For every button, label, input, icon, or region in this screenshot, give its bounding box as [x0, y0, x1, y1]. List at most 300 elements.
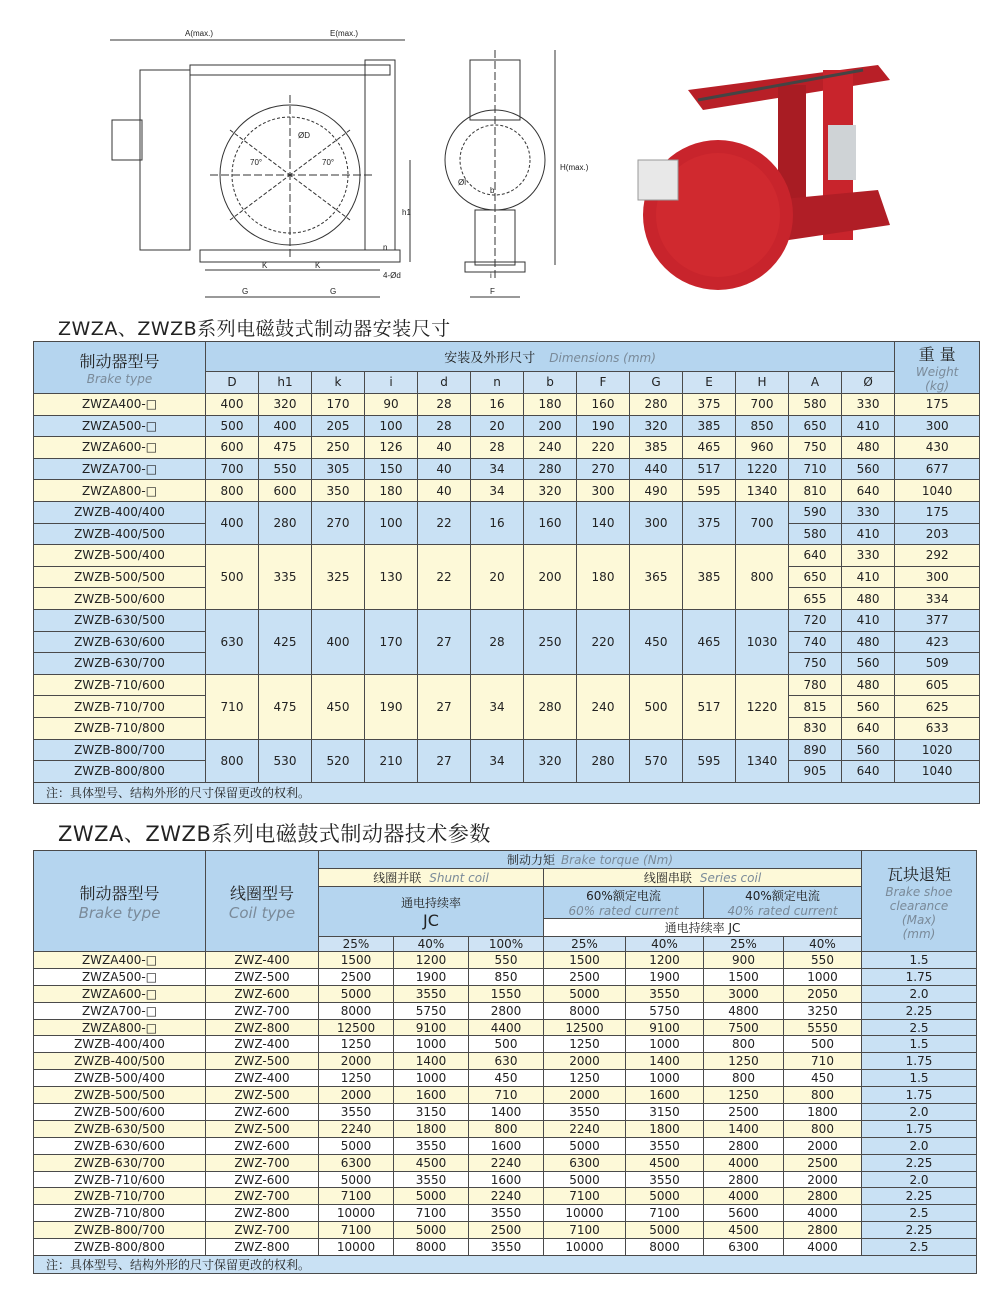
- torque-cell: 710: [469, 1087, 544, 1104]
- coil-type-cell: ZWZ-800: [206, 1205, 319, 1222]
- diameter-cell: 560: [842, 653, 895, 675]
- dimension-cell: 1220: [736, 674, 789, 739]
- brake-type-cell: ZWZB-710/600: [34, 1171, 206, 1188]
- torque-cell: 5000: [544, 985, 626, 1002]
- torque-cell: 6300: [544, 1154, 626, 1171]
- header-cn: 制动力矩: [506, 853, 555, 867]
- dimension-cell: 517: [683, 674, 736, 739]
- header-cn: 线圈并联: [373, 871, 422, 885]
- torque-cell: 2000: [784, 1171, 862, 1188]
- header-cn: 安装及外形尺寸: [444, 350, 536, 366]
- dimension-cell: 385: [683, 545, 736, 610]
- torque-cell: 450: [469, 1070, 544, 1087]
- clearance-cell: 2.5: [862, 1239, 977, 1256]
- dimension-cell: 28: [471, 437, 524, 459]
- dimension-cell: 22: [418, 501, 471, 544]
- header-en: (Max): [901, 912, 937, 927]
- coil-type-cell: ZWZ-500: [206, 968, 319, 985]
- brake-type-cell: ZWZA600-□: [34, 985, 206, 1002]
- dimension-cell: 385: [683, 415, 736, 437]
- A-cell: 810: [789, 480, 842, 502]
- dimension-cell: 800: [736, 545, 789, 610]
- diameter-cell: 330: [842, 545, 895, 567]
- brake-type-cell: ZWZB-400/500: [34, 1053, 206, 1070]
- torque-cell: 5000: [626, 1222, 704, 1239]
- header-en: Weight: [915, 365, 959, 379]
- diameter-cell: 640: [842, 717, 895, 739]
- dimension-cell: 160: [524, 501, 577, 544]
- dimension-cell: 700: [206, 458, 259, 480]
- torque-cell: 1800: [626, 1120, 704, 1137]
- torque-cell: 1250: [319, 1036, 394, 1053]
- dimension-cell: 400: [206, 394, 259, 416]
- dim-label: 4-Ød: [383, 271, 401, 280]
- clearance-cell: 2.0: [862, 1137, 977, 1154]
- torque-cell: 800: [704, 1036, 784, 1053]
- torque-cell: 4000: [704, 1154, 784, 1171]
- table-row: [34, 968, 977, 985]
- dimension-cell: 170: [365, 609, 418, 674]
- coil-type-header: [206, 851, 319, 952]
- dimension-cell: 490: [630, 480, 683, 502]
- brake-type-cell: ZWZB-500/600: [34, 588, 206, 610]
- dimension-cell: 20: [471, 545, 524, 610]
- coil-type-cell: ZWZ-700: [206, 1002, 319, 1019]
- coil-type-cell: ZWZ-500: [206, 1120, 319, 1137]
- A-cell: 905: [789, 761, 842, 783]
- brake-type-cell: ZWZA700-□: [34, 1002, 206, 1019]
- dimension-cell: 90: [365, 394, 418, 416]
- dimension-cell: 240: [524, 437, 577, 459]
- table-row: [34, 1053, 977, 1070]
- brake-type-cell: ZWZB-500/400: [34, 1070, 206, 1087]
- torque-cell: 550: [469, 952, 544, 969]
- torque-cell: 7100: [319, 1222, 394, 1239]
- dimension-cell: 250: [312, 437, 365, 459]
- A-cell: 710: [789, 458, 842, 480]
- coil-type-cell: ZWZ-400: [206, 1070, 319, 1087]
- table-row: [34, 952, 977, 969]
- dim-label: F: [490, 287, 495, 296]
- dimension-cell: 500: [206, 545, 259, 610]
- dim-label: G: [330, 287, 337, 296]
- torque-cell: 3150: [626, 1104, 704, 1121]
- torque-cell: 2050: [784, 985, 862, 1002]
- weight-cell: 430: [895, 437, 980, 459]
- torque-cell: 4800: [704, 1002, 784, 1019]
- torque-cell: 5000: [394, 1222, 469, 1239]
- torque-cell: 2500: [704, 1104, 784, 1121]
- dimension-cell: 150: [365, 458, 418, 480]
- dimension-cell: 40: [418, 437, 471, 459]
- torque-cell: 3550: [626, 1171, 704, 1188]
- dimension-cell: 800: [206, 739, 259, 782]
- torque-cell: 1550: [469, 985, 544, 1002]
- brake-type-cell: ZWZB-630/700: [34, 1154, 206, 1171]
- diameter-cell: 410: [842, 566, 895, 588]
- header-en: Coil type: [228, 903, 296, 922]
- torque-cell: 2240: [469, 1188, 544, 1205]
- clearance-cell: 2.25: [862, 1222, 977, 1239]
- brake-type-cell: ZWZA800-□: [34, 480, 206, 502]
- weight-cell: 334: [895, 588, 980, 610]
- dimension-cell: 465: [683, 437, 736, 459]
- torque-cell: 1900: [626, 968, 704, 985]
- weight-cell: 175: [895, 394, 980, 416]
- header-cn: 60%额定电流: [586, 889, 661, 903]
- dimension-cell: 595: [683, 739, 736, 782]
- table-row: [34, 394, 980, 416]
- table-row: [34, 1036, 977, 1053]
- weight-cell: 300: [895, 415, 980, 437]
- column-header: H: [736, 371, 789, 393]
- dimension-cell: 700: [736, 394, 789, 416]
- torque-cell: 3550: [544, 1104, 626, 1121]
- dimension-cell: 16: [471, 394, 524, 416]
- torque-cell: 1600: [469, 1137, 544, 1154]
- torque-cell: 3550: [626, 985, 704, 1002]
- dimension-cell: 850: [736, 415, 789, 437]
- torque-cell: 3550: [469, 1205, 544, 1222]
- dimension-cell: 160: [577, 394, 630, 416]
- torque-cell: 1400: [394, 1053, 469, 1070]
- diameter-cell: 480: [842, 588, 895, 610]
- torque-cell: 1000: [784, 968, 862, 985]
- dimension-cell: 28: [418, 415, 471, 437]
- dimension-cell: 530: [259, 739, 312, 782]
- brake-type-cell: ZWZB-500/400: [34, 545, 206, 567]
- brake-type-header: [34, 342, 206, 394]
- coil-type-cell: ZWZ-700: [206, 1222, 319, 1239]
- diameter-cell: 640: [842, 480, 895, 502]
- torque-cell: 2000: [544, 1087, 626, 1104]
- brake-type-cell: ZWZB-630/500: [34, 609, 206, 631]
- technical-drawing: [100, 20, 589, 310]
- table1-title: ZWZA、ZWZB系列电磁鼓式制动器安装尺寸: [58, 318, 451, 340]
- A-cell: 720: [789, 609, 842, 631]
- torque-cell: 1800: [784, 1104, 862, 1121]
- dimension-cell: 335: [259, 545, 312, 610]
- A-cell: 890: [789, 739, 842, 761]
- torque-cell: 2000: [319, 1087, 394, 1104]
- A-cell: 830: [789, 717, 842, 739]
- coil-type-cell: ZWZ-400: [206, 952, 319, 969]
- brake-type-cell: ZWZA700-□: [34, 458, 206, 480]
- diameter-cell: 560: [842, 696, 895, 718]
- brake-type-cell: ZWZA400-□: [34, 952, 206, 969]
- brake-type-cell: ZWZB-710/700: [34, 1188, 206, 1205]
- dimension-cell: 550: [259, 458, 312, 480]
- dimension-cell: 190: [577, 415, 630, 437]
- dimension-cell: 400: [312, 609, 365, 674]
- torque-cell: 710: [784, 1053, 862, 1070]
- brake-type-cell: ZWZA400-□: [34, 394, 206, 416]
- brake-type-cell: ZWZA800-□: [34, 1019, 206, 1036]
- weight-cell: 292: [895, 545, 980, 567]
- dimension-cell: 300: [577, 480, 630, 502]
- torque-cell: 1600: [394, 1087, 469, 1104]
- dim-label: K: [262, 261, 268, 270]
- diameter-cell: 480: [842, 437, 895, 459]
- dimension-cell: 385: [630, 437, 683, 459]
- dimension-cell: 140: [577, 501, 630, 544]
- dimension-cell: 280: [630, 394, 683, 416]
- dimension-cell: 280: [259, 501, 312, 544]
- diameter-cell: 410: [842, 415, 895, 437]
- percent-header: 25%: [319, 937, 394, 952]
- dimension-cell: 400: [259, 415, 312, 437]
- dimension-cell: 365: [630, 545, 683, 610]
- coil-type-cell: ZWZ-600: [206, 1171, 319, 1188]
- torque-cell: 2500: [469, 1222, 544, 1239]
- torque-cell: 8000: [394, 1239, 469, 1256]
- dimension-cell: 350: [312, 480, 365, 502]
- dimension-cell: 27: [418, 739, 471, 782]
- dimension-cell: 600: [259, 480, 312, 502]
- column-header: d: [418, 371, 471, 393]
- table-row: [34, 1120, 977, 1137]
- torque-cell: 3150: [394, 1104, 469, 1121]
- table-row: [34, 1171, 977, 1188]
- torque-cell: 7100: [544, 1188, 626, 1205]
- torque-cell: 500: [469, 1036, 544, 1053]
- torque-cell: 12500: [319, 1019, 394, 1036]
- header-en: Brake shoe: [885, 884, 953, 899]
- dimension-cell: 20: [471, 415, 524, 437]
- torque-cell: 3550: [319, 1104, 394, 1121]
- brake-type-cell: ZWZB-400/500: [34, 523, 206, 545]
- dimension-cell: 700: [736, 501, 789, 544]
- table-row: [34, 501, 980, 523]
- clearance-cell: 1.5: [862, 952, 977, 969]
- torque-cell: 800: [469, 1120, 544, 1137]
- dimension-cell: 450: [312, 674, 365, 739]
- brake-type-cell: ZWZB-630/600: [34, 631, 206, 653]
- clearance-cell: 2.0: [862, 1171, 977, 1188]
- header-en: Dimensions (mm): [549, 350, 656, 365]
- torque-cell: 800: [784, 1120, 862, 1137]
- torque-cell: 4000: [704, 1188, 784, 1205]
- dimension-cell: 320: [630, 415, 683, 437]
- torque-cell: 7100: [319, 1188, 394, 1205]
- torque-cell: 7100: [626, 1205, 704, 1222]
- column-header: i: [365, 371, 418, 393]
- header-en: 40% rated current: [727, 904, 838, 918]
- column-header: F: [577, 371, 630, 393]
- coil-type-cell: ZWZ-600: [206, 985, 319, 1002]
- brake-type-cell: ZWZB-500/500: [34, 566, 206, 588]
- dim-label: E(max.): [330, 29, 358, 38]
- torque-cell: 4500: [394, 1154, 469, 1171]
- dimension-cell: 375: [683, 501, 736, 544]
- clearance-cell: 2.25: [862, 1154, 977, 1171]
- torque-cell: 2000: [319, 1053, 394, 1070]
- rated40-header: [704, 887, 862, 919]
- header-en: Brake type: [78, 903, 161, 922]
- dimension-cell: 520: [312, 739, 365, 782]
- header-en: (mm): [902, 926, 936, 941]
- brake-type-cell: ZWZB-400/400: [34, 501, 206, 523]
- torque-cell: 1250: [319, 1070, 394, 1087]
- torque-cell: 1250: [704, 1087, 784, 1104]
- brake-product-photo: [628, 50, 898, 300]
- table-row: [34, 739, 980, 761]
- torque-cell: 10000: [544, 1205, 626, 1222]
- torque-cell: 2500: [544, 968, 626, 985]
- torque-cell: 7100: [394, 1205, 469, 1222]
- dimension-cell: 710: [206, 674, 259, 739]
- dim-label: A(max.): [185, 29, 213, 38]
- percent-header: 40%: [626, 937, 704, 952]
- torque-cell: 1800: [394, 1120, 469, 1137]
- header-en: Series coil: [699, 871, 762, 885]
- torque-cell: 5000: [319, 1137, 394, 1154]
- torque-cell: 4400: [469, 1019, 544, 1036]
- clearance-cell: 1.75: [862, 1053, 977, 1070]
- series-header: [544, 869, 862, 887]
- torque-cell: 1000: [626, 1070, 704, 1087]
- header-cn: 制动器型号: [79, 883, 160, 903]
- dimension-cell: 205: [312, 415, 365, 437]
- diameter-cell: 480: [842, 674, 895, 696]
- diameter-cell: 410: [842, 609, 895, 631]
- coil-type-cell: ZWZ-600: [206, 1137, 319, 1154]
- torque-cell: 5000: [544, 1137, 626, 1154]
- dimension-cell: 600: [206, 437, 259, 459]
- dimension-cell: 517: [683, 458, 736, 480]
- brake-type-cell: ZWZB-710/800: [34, 717, 206, 739]
- table2-title: ZWZA、ZWZB系列电磁鼓式制动器技术参数: [58, 822, 491, 846]
- table-row: [34, 480, 980, 502]
- dimension-cell: 130: [365, 545, 418, 610]
- torque-cell: 5000: [626, 1188, 704, 1205]
- dimension-cell: 180: [577, 545, 630, 610]
- dimension-cell: 570: [630, 739, 683, 782]
- clearance-cell: 1.75: [862, 1120, 977, 1137]
- duty-jc-header: 通电持续率 JC: [544, 919, 862, 937]
- torque-cell: 5000: [394, 1188, 469, 1205]
- torque-cell: 2000: [784, 1137, 862, 1154]
- dimension-cell: 250: [524, 609, 577, 674]
- torque-cell: 500: [784, 1036, 862, 1053]
- torque-cell: 1500: [704, 968, 784, 985]
- table-row: [34, 674, 980, 696]
- dimension-cell: 34: [471, 674, 524, 739]
- dimension-cell: 180: [365, 480, 418, 502]
- brake-type-cell: ZWZB-710/700: [34, 696, 206, 718]
- clearance-cell: 2.5: [862, 1205, 977, 1222]
- dimension-cell: 40: [418, 480, 471, 502]
- torque-cell: 1250: [704, 1053, 784, 1070]
- torque-cell: 1400: [704, 1120, 784, 1137]
- dim-label: h1: [402, 208, 411, 217]
- dimension-cell: 190: [365, 674, 418, 739]
- note-row: [34, 782, 980, 804]
- brake-type-cell: ZWZB-800/700: [34, 739, 206, 761]
- torque-cell: 3550: [626, 1137, 704, 1154]
- header-cn: 制动器型号: [79, 352, 160, 371]
- brake-type-cell: ZWZB-630/700: [34, 653, 206, 675]
- coil-type-cell: ZWZ-600: [206, 1104, 319, 1121]
- dimension-cell: 375: [683, 394, 736, 416]
- diameter-cell: 410: [842, 523, 895, 545]
- dim-label: G: [242, 287, 249, 296]
- dimension-cell: 425: [259, 609, 312, 674]
- weight-cell: 605: [895, 674, 980, 696]
- torque-cell: 2800: [784, 1222, 862, 1239]
- header-cn: 线圈串联: [643, 871, 692, 885]
- header-cn: 重 量: [918, 345, 956, 364]
- torque-cell: 8000: [319, 1002, 394, 1019]
- torque-cell: 9100: [626, 1019, 704, 1036]
- table-row: [34, 1154, 977, 1171]
- dimension-cell: 270: [312, 501, 365, 544]
- column-header: n: [471, 371, 524, 393]
- header-unit: (kg): [925, 379, 950, 393]
- header-en: clearance: [889, 898, 949, 913]
- coil-type-cell: ZWZ-500: [206, 1053, 319, 1070]
- brake-type-cell: ZWZB-710/600: [34, 674, 206, 696]
- dimension-cell: 34: [471, 739, 524, 782]
- A-cell: 780: [789, 674, 842, 696]
- torque-cell: 1600: [469, 1171, 544, 1188]
- coil-type-cell: ZWZ-700: [206, 1154, 319, 1171]
- dimension-cell: 325: [312, 545, 365, 610]
- dimension-cell: 126: [365, 437, 418, 459]
- weight-cell: 203: [895, 523, 980, 545]
- torque-cell: 4500: [626, 1154, 704, 1171]
- torque-cell: 5000: [544, 1171, 626, 1188]
- clearance-cell: 2.25: [862, 1188, 977, 1205]
- dimension-cell: 100: [365, 501, 418, 544]
- brake-type-cell: ZWZB-500/500: [34, 1087, 206, 1104]
- diameter-cell: 480: [842, 631, 895, 653]
- clearance-cell: 1.75: [862, 1087, 977, 1104]
- table-row: [34, 458, 980, 480]
- dim-label: 70°: [250, 158, 263, 167]
- dimension-cell: 27: [418, 674, 471, 739]
- column-header: b: [524, 371, 577, 393]
- brake-type-cell: ZWZB-800/800: [34, 761, 206, 783]
- header-en: Brake type: [86, 372, 153, 386]
- diameter-cell: 640: [842, 761, 895, 783]
- percent-header: 40%: [394, 937, 469, 952]
- diameter-cell: 560: [842, 458, 895, 480]
- torque-cell: 3000: [704, 985, 784, 1002]
- table-row: [34, 1002, 977, 1019]
- torque-cell: 1500: [319, 952, 394, 969]
- shunt-header: [319, 869, 544, 887]
- table-row: [34, 1137, 977, 1154]
- torque-cell: 450: [784, 1070, 862, 1087]
- dimension-cell: 100: [365, 415, 418, 437]
- dimensions-table: [33, 341, 980, 804]
- weight-cell: 677: [895, 458, 980, 480]
- A-cell: 580: [789, 394, 842, 416]
- torque-cell: 7500: [704, 1019, 784, 1036]
- dimension-cell: 280: [524, 458, 577, 480]
- torque-cell: 5750: [626, 1002, 704, 1019]
- clearance-cell: 2.0: [862, 985, 977, 1002]
- column-header: k: [312, 371, 365, 393]
- torque-cell: 6300: [319, 1154, 394, 1171]
- table-row: [34, 1222, 977, 1239]
- dimension-cell: 28: [471, 609, 524, 674]
- torque-cell: 1250: [544, 1036, 626, 1053]
- A-cell: 655: [789, 588, 842, 610]
- table-row: [34, 437, 980, 459]
- torque-cell: 2500: [784, 1154, 862, 1171]
